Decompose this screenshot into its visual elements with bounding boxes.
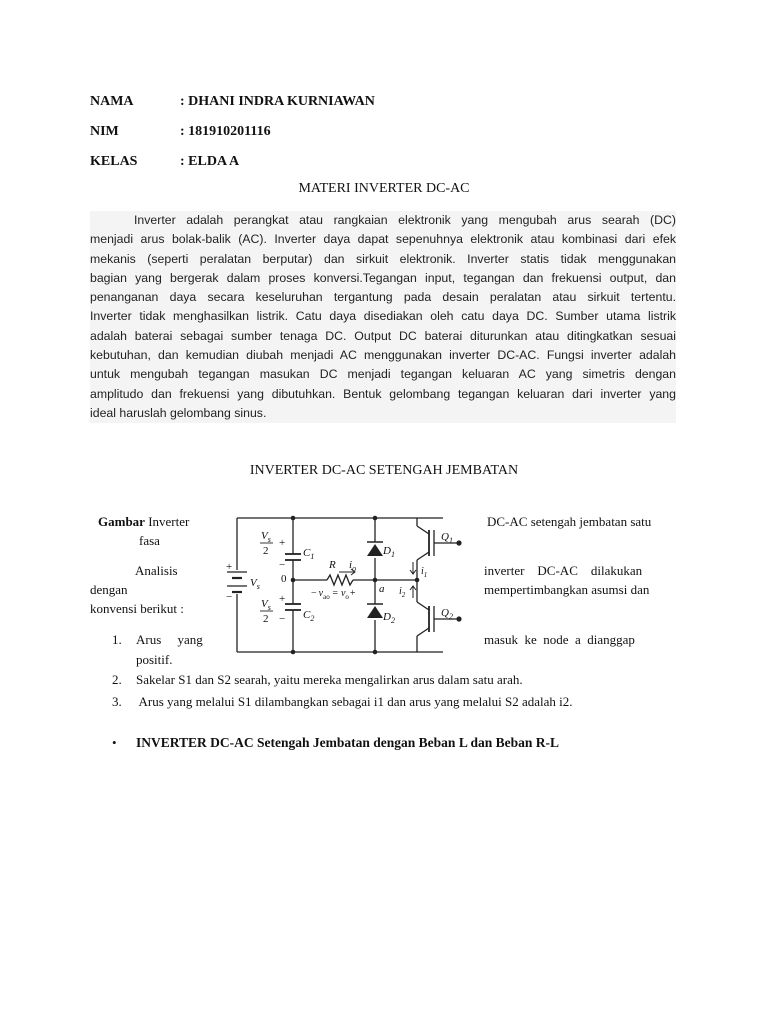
c1-minus: − xyxy=(279,559,286,571)
list-number-3: 3. xyxy=(112,694,122,709)
paragraph-line: mekanis (seperti peralatan berputar) dan sirkuit elektronik. Inverter statis tidak menggunakan xyxy=(90,250,676,269)
paragraph-line: Inverter adalah perangkat atau rangkaian elektronik yang mengubah arus searah (DC) xyxy=(90,211,676,230)
paragraph-line: ideal haruslah gelombang sinus. xyxy=(90,404,676,423)
figure-caption-cont: fasa xyxy=(139,533,160,548)
i2-arrow-icon xyxy=(410,586,416,598)
figure-caption-left xyxy=(98,512,189,532)
paragraph-line: menjadi arus bolak-balik (AC). Inverter daya dapat sepenuhnya elektronik atau kombinasi dari efek xyxy=(90,230,676,249)
node-a-label: a xyxy=(379,583,385,595)
c2-plus: + xyxy=(279,593,286,605)
bullet-icon: • xyxy=(112,735,117,750)
node-zero-label: 0 xyxy=(281,573,287,585)
paragraph-line: kebutuhan, dan kemudian diubah menjadi AC menggunakan inverter DC-AC. Fungsi inverter adalah xyxy=(90,346,676,365)
vs-label: $V_s$ xyxy=(250,577,260,591)
paragraph-line: amplitudo dan frekuensi yang dibutuhkan. Bentuk gelombang tegangan keluaran dari inverter yang xyxy=(90,385,676,404)
figure-caption-text: Inverter xyxy=(144,514,190,529)
half-bridge-inverter-diagram xyxy=(223,512,470,658)
page-title: MATERI INVERTER DC-AC xyxy=(298,181,470,196)
d1-diode-icon xyxy=(367,544,383,556)
node-a-dot xyxy=(415,578,420,583)
q1-label: $Q_1$ xyxy=(441,531,453,545)
vao-label: − $v_{ao} = v_o+$ xyxy=(311,588,356,601)
i1-arrow-icon xyxy=(410,562,416,574)
node-0-dot xyxy=(291,578,296,583)
q2-label: $Q_2$ xyxy=(441,607,453,621)
r-label: R xyxy=(329,559,336,571)
paragraph-line: penanganan daya secara keseluruhan tergantung pada desain peralatan atau sirkuit tertentu. xyxy=(90,288,676,307)
c1-label: $C_1$ xyxy=(303,547,315,561)
figure-caption-right: DC-AC setengah jembatan satu xyxy=(487,514,652,529)
paragraph-line: adalah baterai sebagai sumber tenaga DC. Output DC baterai diturunkan atau ditingkatkan sesuai xyxy=(90,327,676,346)
nim-value: : 181910201116 xyxy=(180,124,271,139)
c2-label: $C_2$ xyxy=(303,609,315,623)
figure-caption-bold: Gambar xyxy=(98,514,145,529)
analysis-left-2: dengan xyxy=(90,582,128,597)
list-number-2: 2. xyxy=(112,672,122,687)
nama-label: NAMA xyxy=(90,94,134,109)
list-item-1-right: masuk ke node a dianggap xyxy=(484,632,635,647)
nama-value: : DHANI INDRA KURNIAWAN xyxy=(180,94,375,109)
list-number-1: 1. xyxy=(112,632,122,647)
vs-plus: + xyxy=(226,561,233,573)
i1-label: $i_1$ xyxy=(421,566,428,579)
list-item-2: Sakelar S1 dan S2 searah, yaitu mereka mengalirkan arus dalam satu arah. xyxy=(136,672,523,687)
vs-half-bottom-label: $V_s$ xyxy=(261,598,271,612)
c1-plus: + xyxy=(279,537,286,549)
list-item-3: Arus yang melalui S1 dilambangkan sebagai i1 dan arus yang melalui S2 adalah i2. xyxy=(136,694,573,709)
analysis-right-1: inverter DC-AC dilakukan xyxy=(484,563,643,578)
vs-half-bottom-den: 2 xyxy=(263,613,269,625)
list-item-1-left: Arus yang xyxy=(136,632,203,647)
paragraph-line: untuk mengubah tegangan masukan DC menjadi tegangan keluaran AC yang simetris dengan xyxy=(90,365,676,384)
i2-label: $i_2$ xyxy=(399,586,406,599)
c2-minus: − xyxy=(279,613,286,625)
io-label: $i_o$ xyxy=(349,559,357,573)
list-item-1-cont: positif. xyxy=(136,652,173,667)
section-title: INVERTER DC-AC SETENGAH JEMBATAN xyxy=(249,463,519,478)
d2-label: $D_2$ xyxy=(383,611,395,625)
vs-half-top-label: $V_s$ xyxy=(261,530,271,544)
intro-paragraph xyxy=(90,211,676,423)
analysis-cont: konvensi berikut : xyxy=(90,601,184,616)
analysis-right-2: mempertimbangkan asumsi dan xyxy=(484,582,650,597)
kelas-label: KELAS xyxy=(90,154,138,169)
kelas-value: : ELDA A xyxy=(180,154,240,169)
vs-half-top-den: 2 xyxy=(263,545,269,557)
bullet-heading: INVERTER DC-AC Setengah Jembatan dengan Beban L dan Beban R-L xyxy=(136,735,559,750)
nim-label: NIM xyxy=(90,124,119,139)
analysis-left-1: Analisis xyxy=(135,563,178,578)
resistor xyxy=(327,575,353,585)
vs-minus: − xyxy=(226,591,233,603)
paragraph-line: Inverter tidak menghasilkan listrik. Catu daya disediakan oleh catu daya DC. Sumber utama listrik xyxy=(90,307,676,326)
d1-label: $D_1$ xyxy=(383,545,395,559)
d2-diode-icon xyxy=(367,606,383,618)
paragraph-line: bagian yang bergerak dalam proses konversi.Tegangan input, tegangan dan frekuensi output, dan xyxy=(90,269,676,288)
